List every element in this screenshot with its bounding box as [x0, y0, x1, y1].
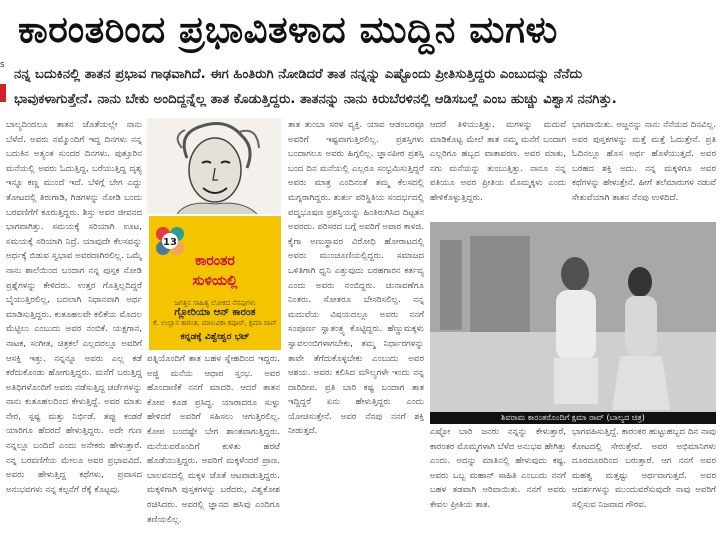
column-text: ಆದರೆ ತಿಳಿಯುತ್ತಿತ್ತು. ಮಗಳನ್ನು ಮದುವೆ ಮಾಡಿಕೊಟ್ಟ ಮೇಲೆ ತಾತ ನಮ್ಮ ಮನೆಗೆ ಬಂದಾಗ ಎಲ್ಲರಿಗೂ ಹಬ್ಬದ ವಾತಾವರಣ. ಅವರ ಮಾತು, ನಗು ಮನೆಯನ್ನು ತುಂಬುತ್ತಿತ್ತು. ನಾನೂ ನನ್ನ ಪತಿಯೂ ಅವರ ಪ್ರೀತಿಯ ಮೊಮ್ಮಕ್ಕಳು ಎಂದು ಹೇಳಿಕೊಳ್ಳುತ್ತಿದ್ದರು.: [430, 120, 566, 203]
editor-names-sub: ಕೆ. ಉಲ್ಲಾಸ ಕಾರಂತ, ಮಾಲವಿಕಾ ಕಪೂರ್, ಕ್ಷಮಾ ರಾವ್: [153, 319, 277, 327]
column-text: ಬಾಲ್ಯದಿಂದಲೂ ತಾತನ ಜೊತೆಯಲ್ಲೇ ನಾನು ಬೆಳೆದೆ. ಅವರು ನಮ್ಮೊಂದಿಗೆ ಇದ್ದ ದಿನಗಳು ನನ್ನ ಬದುಕಿನ ಅತ್ಯಂತ ಸುಂದರ ದಿನಗಳು. ಪುತ್ತೂರಿನ ಮನೆಯಲ್ಲಿ ಅವರು ಓದುತ್ತಿದ್ದ, ಬರೆಯುತ್ತಿದ್ದ ದೃಶ್ಯ ಇನ್ನೂ ಕಣ್ಣ ಮುಂದೆ ಇದೆ. ಬೆಳಿಗ್ಗೆ ಬೇಗ ಎದ್ದು ತೋಟದಲ್ಲಿ ತಿರುಗಾಡಿ, ಗಿಡಗಳನ್ನು ನೋಡಿ ಬಂದು ಬರವಣಿಗೆಗೆ ಕೂರುತ್ತಿದ್ದರು. ಶಿಸ್ತು ಅವರ ಜೀವನದ ಭಾಗವಾಗಿತ್ತು. ಸಮಯಕ್ಕೆ ಸರಿಯಾಗಿ ಊಟ, ಸಮಯಕ್ಕೆ ಸರಿಯಾಗಿ ನಿದ್ರೆ. ಯಾವುದೇ ಕೆಲಸವನ್ನು ಅರ್ಧಕ್ಕೆ ಬಿಡುವ ಸ್ವಭಾವ ಅವರದಾಗಿರಲಿಲ್ಲ. ಒಮ್ಮೆ ನಾನು ಶಾಲೆಯಿಂದ ಬಂದಾಗ ನನ್ನ ಪುಸ್ತಕ ನೋಡಿ ಪ್ರಶ್ನೆಗಳನ್ನು ಕೇಳಿದರು. ಉತ್ತರ ಗೊತ್ತಿಲ್ಲದಿದ್ದರೆ ಬೈಯುತ್ತಿರಲಿಲ್ಲ, ಬದಲಾಗಿ ನಿಧಾನವಾಗಿ ಅರ್ಥ ಮಾಡಿಸುತ್ತಿದ್ದರು. ಕುತೂಹಲವೇ ಕಲಿಕೆಯ ಮೊದಲ ಮೆಟ್ಟಿಲು ಎಂಬುದು ಅವರ ನಂಬಿಕೆ. ಯಕ್ಷಗಾನ, ನಾಟಕ, ಸಂಗೀತ, ಚಿತ್ರಕಲೆ ಎಲ್ಲದರಲ್ಲೂ ಅವರಿಗೆ ಆಸಕ್ತಿ ಇತ್ತು. ನನ್ನನ್ನೂ ಅವರು ಎಲ್ಲ ಕಡೆ ಕರೆದುಕೊಂಡು ಹೋಗುತ್ತಿದ್ದರು. ಮನೆಗೆ ಬರುತ್ತಿದ್ದ ಅತಿಥಿಗಳೊಂದಿಗೆ ಅವರು ನಡೆಸುತ್ತಿದ್ದ ಚರ್ಚೆಗಳನ್ನು ನಾನು ಕುತೂಹಲದಿಂದ ಕೇಳುತ್ತಿದ್ದೆ. ಅವರ ಮಾತು ನೇರ, ಸ್ಪಷ್ಟ ಮತ್ತು ನಿರ್ಭಿಡೆ. ತಪ್ಪು ಕಂಡರೆ ಯಾರಿಗೂ ಹೆದರದೆ ಹೇಳುತ್ತಿದ್ದರು. ಅದೇ ಗುಣ ನನ್ನಲ್ಲೂ ಬಂದಿದೆ ಎಂದು ಅನೇಕರು ಹೇಳುತ್ತಾರೆ. ನನ್ನ ಬರವಣಿಗೆಯ ಮೇಲೂ ಅವರ ಪ್ರಭಾವವಿದೆ. ಅವರು ಹೇಳುತ್ತಿದ್ದ ಕಥೆಗಳು, ಪ್ರವಾಸದ ಅನುಭವಗಳು ನನ್ನ ಕಲ್ಪನೆಗೆ ರೆಕ್ಕೆ ಕೊಟ್ಟವು.: [6, 120, 142, 495]
book-publisher: [149, 332, 281, 342]
edge-letter: s: [0, 60, 5, 70]
photo-image: [430, 222, 716, 414]
editor-name: ಗ್ಲೋರಿಯಾ ಆನ್ ಕಾರಂತ: [174, 307, 256, 318]
column-text: ಎಷ್ಟೋ ಬಾರಿ ಜನರು ನನ್ನನ್ನು ಕೇಳುತ್ತಾರೆ, ಕಾರಂತರ ಮೊಮ್ಮಗಳಾಗಿ ಬೆಳೆದ ಅನುಭವ ಹೇಗಿತ್ತು ಎಂದು. ಅದನ್ನು ಮಾತಿನಲ್ಲಿ ಹೇಳುವುದು ಕಷ್ಟ. ಅವರು ಒಬ್ಬ ಮಹಾನ್ ಸಾಹಿತಿ ಎಂಬುದು ನನಗೆ ಬಹಳ ತಡವಾಗಿ ಅರಿವಾಯಿತು. ನನಗೆ ಅವರು ಕೇವಲ ಪ್ರೀತಿಯ ತಾತ.: [430, 427, 566, 510]
body-column-1: [6, 118, 142, 550]
body-column-5-top: [572, 118, 716, 218]
portrait-sketch: [147, 118, 281, 214]
series-number: 13: [163, 237, 177, 248]
book-title-line-1: ಕಾರಂತರ: [195, 253, 235, 269]
book-cover: [149, 216, 281, 350]
body-column-2: [147, 352, 280, 550]
headline: ಕಾರಂತರಿಂದ ಪ್ರಭಾವಿತಳಾದ ಮುದ್ದಿನ ಮಗಳು: [18, 8, 558, 51]
body-column-4-top: [430, 118, 566, 218]
intro-paragraph: [14, 62, 720, 112]
intro-line-2: ಭಾವುಕಳಾಗುತ್ತೇನೆ. ನಾನು ಬೇಕು ಅಂದಿದ್ದನ್ನೆಲ್ಲ ತಾತ ಕೊಡುತ್ತಿದ್ದರು. ತಾತನನ್ನು ನಾನು ಕಿರುಬೆರಳಿನಲ್ಲಿ ಆಡಿಸಬಲ್ಲೆ ಎಂಬ ಹುಚ್ಚು ವಿಶ್ವಾಸ ನನಗಿತ್ತು.: [14, 92, 617, 107]
editor-intro: ಜಗತ್ತಿನ ಸಾಹಿತ್ಯ ಲೋಕದ ನೆನಪುಗಳು: [174, 299, 256, 307]
archive-photo: [430, 222, 716, 414]
column-text: ಭಾಗವಹಿಸುತ್ತಿದ್ದೆ. ಕಾರಂತರ ಹುಟ್ಟುಹಬ್ಬದ ದಿನ ನಾವು ಕೋಟದಲ್ಲಿ ಸೇರುತ್ತೇವೆ. ಅವರ ಅಭಿಮಾನಿಗಳು ದೂರದೂರದಿಂದ ಬರುತ್ತಾರೆ. ಆಗ ನನಗೆ ಅವರ ಮಹತ್ವ ಮತ್ತಷ್ಟು ಅರ್ಥವಾಗುತ್ತದೆ. ಅವರ ಆದರ್ಶಗಳನ್ನು ಮುಂದುವರೆಸುವುದೇ ನಾವು ಅವರಿಗೆ ಸಲ್ಲಿಸುವ ನಿಜವಾದ ಗೌರವ.: [572, 427, 716, 510]
publisher-prefix: ಕನ್ನಡಕ್ಕೆ: [180, 332, 202, 342]
edge-red-bar: [0, 84, 6, 102]
column-text: ಭಾಗವಾಯಿತು. ಅಜ್ಜನನ್ನು ನಾನು ನೆನೆಯದ ದಿನವಿಲ್ಲ. ಅವರ ಪುಸ್ತಕಗಳನ್ನು ಮತ್ತೆ ಮತ್ತೆ ಓದುತ್ತೇನೆ. ಪ್ರತಿ ಓದಿನಲ್ಲೂ ಹೊಸ ಅರ್ಥ ಹೊಳೆಯುತ್ತದೆ. ಅವರ ಬರಹದ ಶಕ್ತಿ ಅದು. ನನ್ನ ಮಕ್ಕಳಿಗೂ ಅವರ ಕಥೆಗಳನ್ನು ಹೇಳುತ್ತೇನೆ. ಹೀಗೆ ತಲೆಮಾರುಗಳ ನಡುವೆ ಸೇತುವೆಯಾಗಿ ತಾತನ ನೆನಪು ಉಳಿದಿದೆ.: [572, 120, 716, 203]
column-text: ಪತ್ನಿಯೊಂದಿಗೆ ತಾತ ಬಹಳ ಸ್ನೇಹದಿಂದ ಇದ್ದರು. ಅಜ್ಜಿ ಮನೆಯ ಆಧಾರ ಸ್ತಂಭ. ಅವರ ಹೊಂದಾಣಿಕೆ ನನಗೆ ಮಾದರಿ. ಆದರೆ ತಾತನ ಕೋಪ ಕೂಡ ಪ್ರಸಿದ್ಧ. ಯಾರಾದರೂ ಸುಳ್ಳು ಹೇಳಿದರೆ ಅವರಿಗೆ ಸಹಿಸಲು ಆಗುತ್ತಿರಲಿಲ್ಲ. ಕೋಪ ಬಂದಷ್ಟೇ ಬೇಗ ಶಾಂತವಾಗುತ್ತಿದ್ದರು. ಮನೆಯವರೊಂದಿಗೆ ಕುಳಿತು ಹರಟೆ ಹೊಡೆಯುತ್ತಿದ್ದರು. ಅವರಿಗೆ ಮಕ್ಕಳೆಂದರೆ ಪ್ರಾಣ. ಬಾಲವನದಲ್ಲಿ ಮಕ್ಕಳ ಜೊತೆ ಆಟವಾಡುತ್ತಿದ್ದರು. ಮಕ್ಕಳಿಗಾಗಿ ಪುಸ್ತಕಗಳನ್ನು ಬರೆದರು, ವಿಶ್ವಕೋಶ ರಚಿಸಿದರು. ಅವರಲ್ಲಿ ಜ್ಞಾನದ ಹಸಿವು ಎಂದಿಗೂ ತಣಿಯಲಿಲ್ಲ.: [147, 354, 280, 525]
photo-caption: ಶಿವರಾಮ ಕಾರಂತರೊಂದಿಗೆ ಕ್ಷಮಾ ರಾವ್ (ಬಾಲ್ಯದ ಚಿತ್ರ): [430, 412, 716, 424]
body-column-5-bottom: [572, 425, 716, 550]
publisher-name: ವಿಶ್ವೇಶ್ವರ ಭಟ್: [204, 332, 250, 342]
intro-line-1: ನನ್ನ ಬದುಕಿನಲ್ಲಿ ತಾತನ ಪ್ರಭಾವ ಗಾಢವಾಗಿದೆ. ಈಗ ಹಿಂತಿರುಗಿ ನೋಡಿದರೆ ತಾತ ನನ್ನನ್ನು ಎಷ್ಟೊಂದು ಪ್ರೀತಿಸುತ್ತಿದ್ದರು ಎಂಬುದನ್ನು ನೆನೆದು: [14, 67, 583, 82]
body-column-3: [288, 118, 424, 550]
column-text: ತಾತ ತುಂಬಾ ಸರಳ ವ್ಯಕ್ತಿ. ಯಾವ ಆಡಂಬರವೂ ಅವರಿಗೆ ಇಷ್ಟವಾಗುತ್ತಿರಲಿಲ್ಲ. ಪ್ರಶಸ್ತಿಗಳು ಬಂದಾಗಲೂ ಅವರು ಹಿಗ್ಗಲಿಲ್ಲ. ಜ್ಞಾನಪೀಠ ಪ್ರಶಸ್ತಿ ಬಂದ ದಿನ ಮನೆಯಲ್ಲಿ ಎಲ್ಲರೂ ಸಂಭ್ರಮಿಸುತ್ತಿದ್ದರೆ ಅವರು ಮಾತ್ರ ಎಂದಿನಂತೆ ತಮ್ಮ ಕೆಲಸದಲ್ಲಿ ಮಗ್ನರಾಗಿದ್ದರು. ತುರ್ತು ಪರಿಸ್ಥಿತಿಯ ಸಂದರ್ಭದಲ್ಲಿ ಪದ್ಮಭೂಷಣ ಪ್ರಶಸ್ತಿಯನ್ನು ಹಿಂತಿರುಗಿಸಿದ ದಿಟ್ಟತನ ಅವರದು. ಪರಿಸರದ ಬಗ್ಗೆ ಅವರಿಗೆ ಅಪಾರ ಕಾಳಜಿ. ಕೈಗಾ ಅಣುಸ್ಥಾವರ ವಿರೋಧಿ ಹೋರಾಟದಲ್ಲಿ ಅವರು ಮುಂಚೂಣಿಯಲ್ಲಿದ್ದರು. ಸಮಾಜದ ಒಳಿತಿಗಾಗಿ ಧ್ವನಿ ಎತ್ತುವುದು ಬರಹಗಾರನ ಕರ್ತವ್ಯ ಎಂದು ಅವರು ನಂಬಿದ್ದರು. ಚುನಾವಣೆಗೂ ನಿಂತರು. ಸೋತರೂ ಬೇಸರಿಸಲಿಲ್ಲ. ನನ್ನ ಮದುವೆಯ ವಿಷಯದಲ್ಲೂ ಅವರು ನನಗೆ ಸಂಪೂರ್ಣ ಸ್ವಾತಂತ್ರ್ಯ ಕೊಟ್ಟಿದ್ದರು. ಹೆಣ್ಣುಮಕ್ಕಳು ಸ್ವಾವಲಂಬಿಗಳಾಗಬೇಕು, ತಮ್ಮ ನಿರ್ಧಾರಗಳನ್ನು ತಾವೇ ತೆಗೆದುಕೊಳ್ಳಬೇಕು ಎಂಬುದು ಅವರ ಆಶಯ. ಅವರು ಕಲಿಸಿದ ಮೌಲ್ಯಗಳೇ ಇಂದು ನನ್ನ ದಾರಿದೀಪ. ಪ್ರತಿ ಬಾರಿ ಕಷ್ಟ ಬಂದಾಗ ತಾತ ಇದ್ದಿದ್ದರೆ ಏನು ಹೇಳುತ್ತಿದ್ದರು ಎಂದು ಯೋಚಿಸುತ್ತೇನೆ. ಅವರ ನೆನಪು ನನಗೆ ಶಕ್ತಿ ನೀಡುತ್ತದೆ.: [288, 120, 424, 437]
page-edge-marker: [0, 60, 8, 100]
body-column-4-bottom: [430, 425, 566, 550]
book-title-line-2: ಸುಳಿಯಲ್ಲಿ: [192, 273, 238, 289]
book-editor-block: [149, 298, 281, 328]
author-portrait: [147, 118, 281, 214]
